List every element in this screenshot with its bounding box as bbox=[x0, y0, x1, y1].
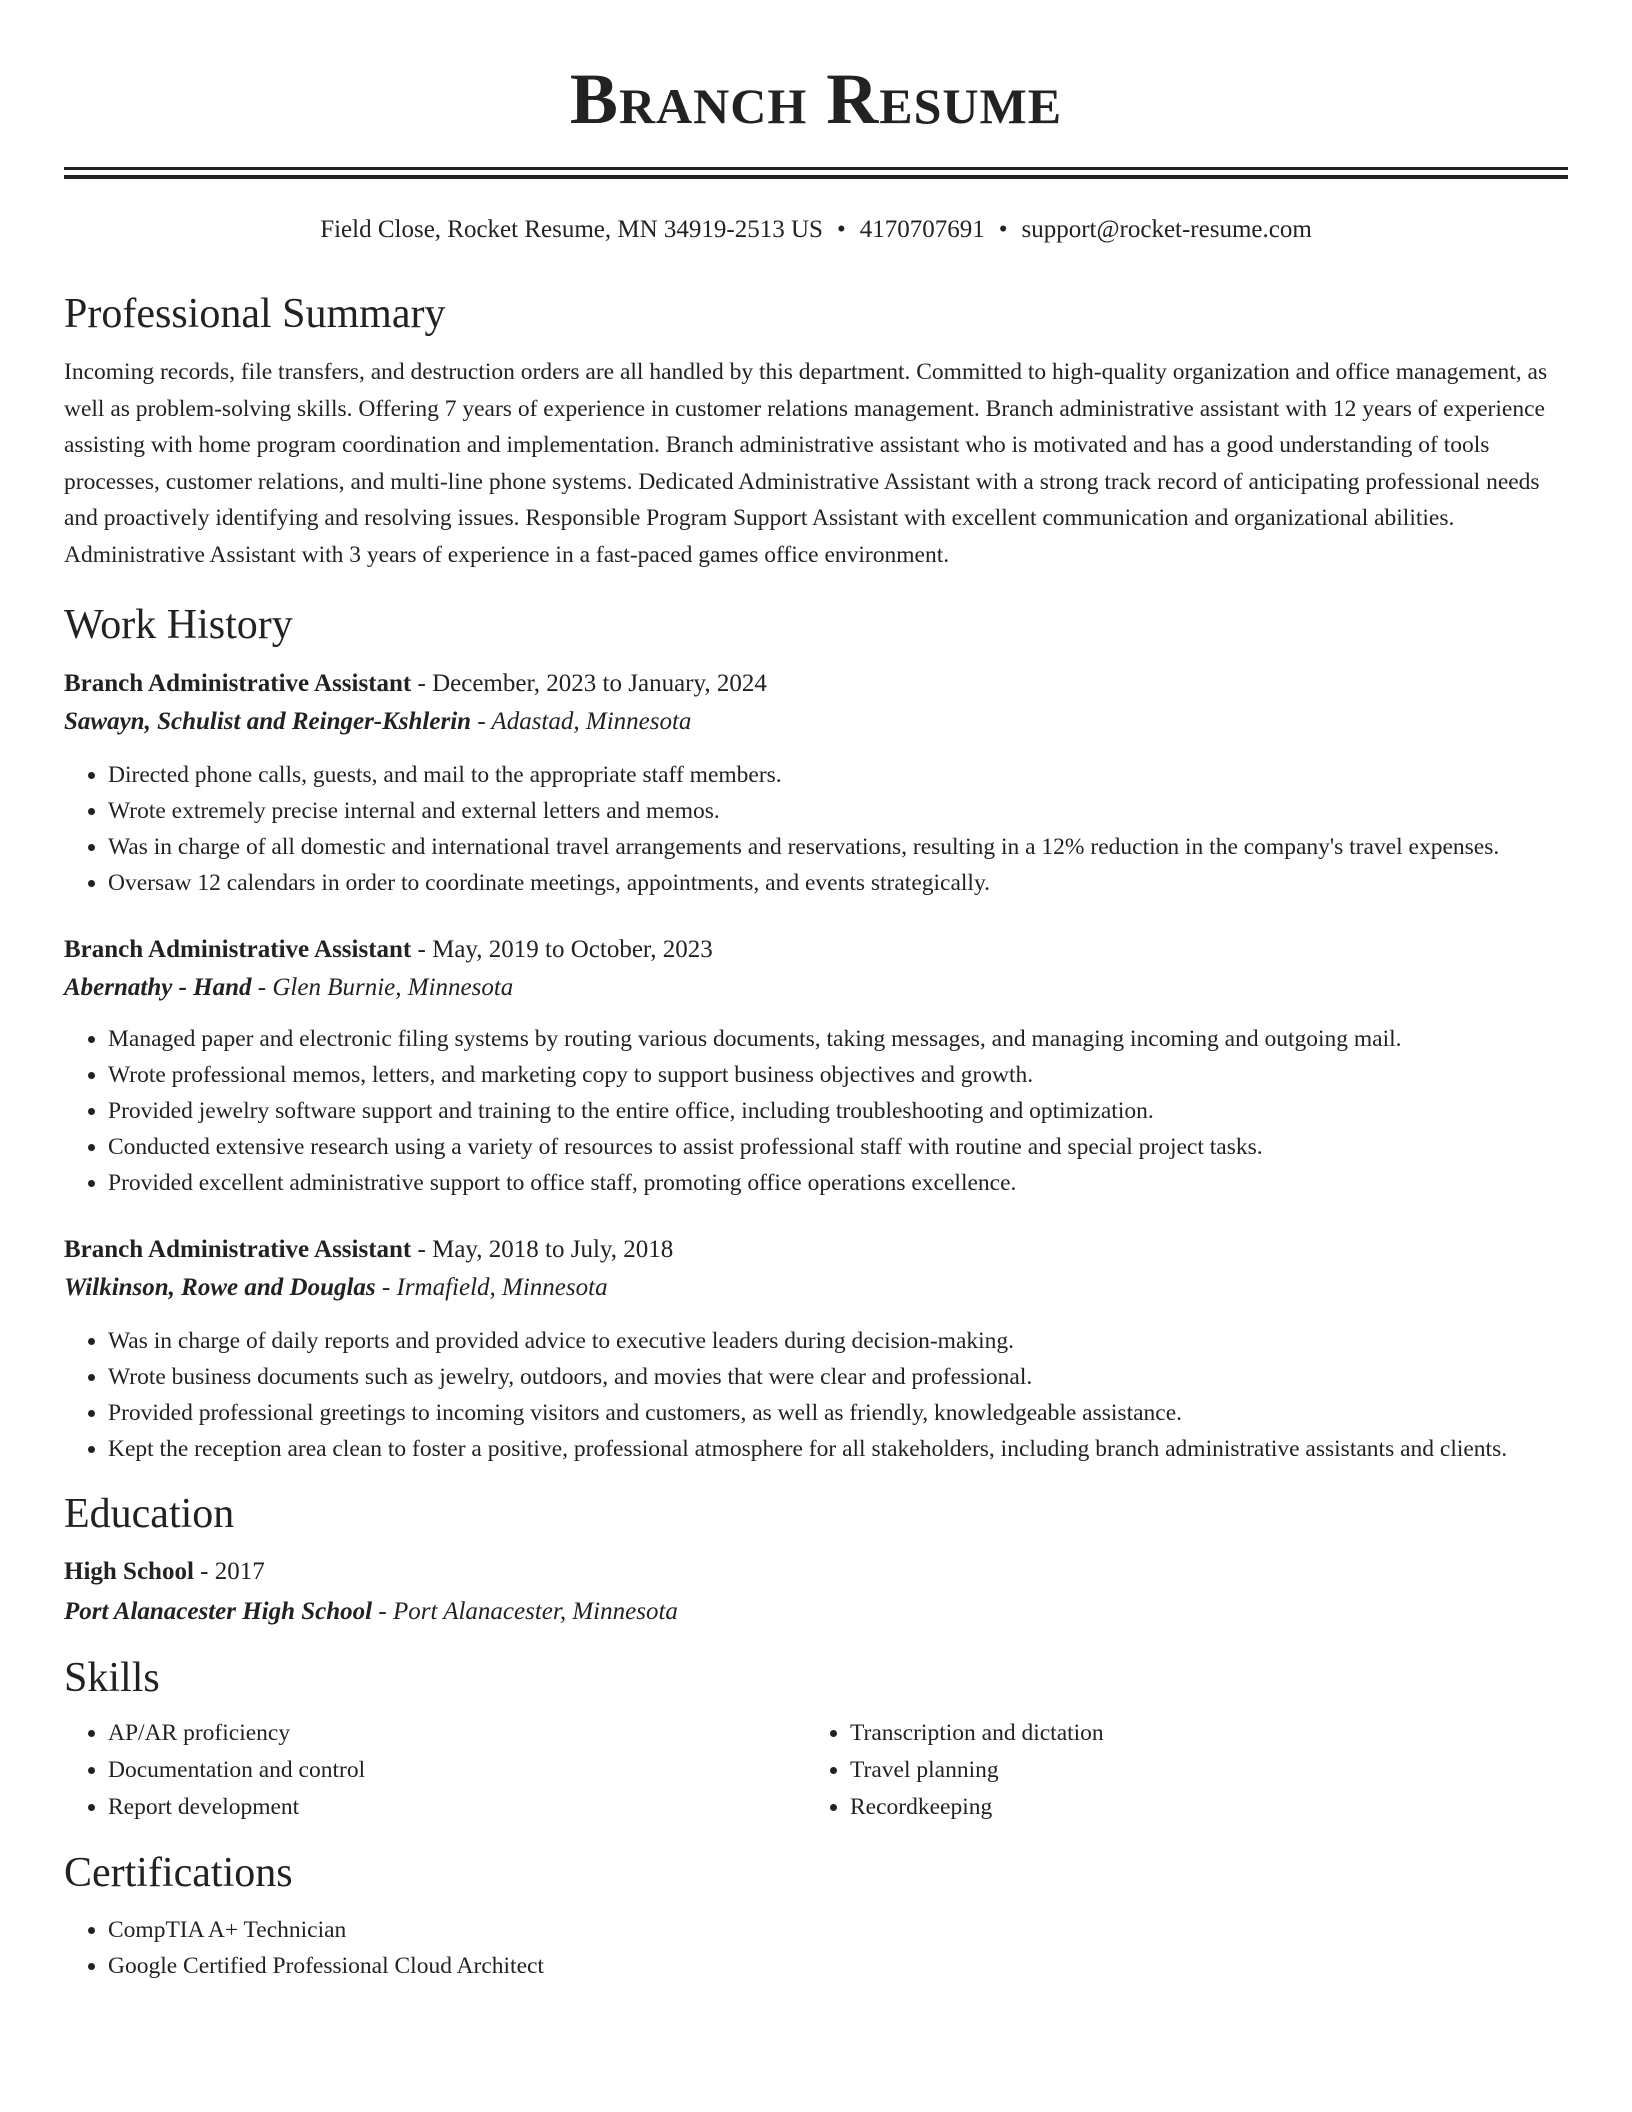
skill-item: • Documentation and control bbox=[108, 1752, 806, 1789]
list-item: • Provided excellent administrative support to office staff, promoting office operations excellence. bbox=[108, 1165, 1568, 1201]
list-item: • Managed paper and electronic filing systems by routing various documents, taking messages, and managing incoming and outgoing mail. bbox=[108, 1021, 1568, 1057]
contact-email: support@rocket-resume.com bbox=[1021, 216, 1312, 243]
summary-text: Incoming records, file transfers, and destruction orders are all handled by this department. Committed to high-quality organization and office management, as well as problem-solving skills. Offering 7 years of experience in customer relations management. Branch administrative assistant with 12 years of experience assisting with home program coordination and implementation. Branch administrative assistant who is motivated and has a good understanding of tools processes, customer relations, and multi-line phone systems. Dedicated Administrative Assistant with a strong track record of anticipating professional needs and proactively identifying and resolving issues. Responsible Program Support Assistant with excellent communication and organizational abilities. Administrative Assistant with 3 years of experience in a fast-paced games office environment. bbox=[64, 359, 1548, 568]
job-title-line bbox=[64, 931, 1568, 969]
list-item: • Provided professional greetings to incoming visitors and customers, as well as friendly, knowledgeable assistance. bbox=[108, 1395, 1568, 1431]
job-dates: - May, 2018 to July, 2018 bbox=[411, 1236, 674, 1263]
education-degree-line bbox=[64, 1553, 1568, 1591]
job-entry bbox=[64, 665, 1568, 901]
list-item: • Was in charge of daily reports and provided advice to executive leaders during decision-making. bbox=[108, 1323, 1568, 1359]
skill-item: • AP/AR proficiency bbox=[108, 1715, 806, 1752]
contact-phone: 4170707691 bbox=[859, 216, 985, 243]
job-entry bbox=[64, 1231, 1568, 1467]
list-item: • Provided jewelry software support and training to the entire office, including troubleshooting and optimization. bbox=[108, 1093, 1568, 1129]
certification-item: • Google Certified Professional Cloud Architect bbox=[108, 1948, 1568, 1984]
education-heading: Education bbox=[64, 1491, 235, 1537]
summary-heading: Professional Summary bbox=[64, 291, 446, 337]
header-divider bbox=[64, 167, 1568, 179]
resume-name: Branch Resume bbox=[569, 59, 1063, 139]
job-bullets bbox=[64, 757, 1568, 901]
bullet-separator: • bbox=[836, 216, 846, 243]
skills-grid bbox=[64, 1715, 1568, 1826]
education-location: - Port Alanacester, Minnesota bbox=[372, 1598, 678, 1625]
education-year: - 2017 bbox=[193, 1558, 265, 1585]
certification-item: • CompTIA A+ Technician bbox=[108, 1912, 1568, 1948]
skill-item: • Report development bbox=[108, 1789, 806, 1826]
job-title-line bbox=[64, 665, 1568, 703]
list-item: • Was in charge of all domestic and international travel arrangements and reservations, resulting in a 12% reduction in the company's travel expenses. bbox=[108, 829, 1568, 865]
skill-item: • Travel planning bbox=[850, 1752, 1548, 1789]
job-company: Sawayn, Schulist and Reinger-Kshlerin bbox=[64, 708, 472, 735]
education-school: Port Alanacester High School bbox=[64, 1598, 373, 1625]
job-dates: - May, 2019 to October, 2023 bbox=[411, 936, 713, 963]
contact-line bbox=[64, 214, 1568, 246]
bullet-separator: • bbox=[998, 216, 1008, 243]
job-title-line bbox=[64, 1231, 1568, 1269]
job-company-line bbox=[64, 703, 1568, 741]
job-company: Abernathy - Hand bbox=[64, 974, 252, 1001]
job-location: - Irmafield, Minnesota bbox=[375, 1274, 608, 1301]
education-degree: High School bbox=[64, 1558, 194, 1585]
education-school-line bbox=[64, 1593, 1568, 1631]
certifications-list bbox=[64, 1912, 1568, 1984]
education-entry bbox=[64, 1553, 1568, 1631]
list-item: • Wrote professional memos, letters, and marketing copy to support business objectives and growth. bbox=[108, 1057, 1568, 1093]
skill-item: • Recordkeeping bbox=[850, 1789, 1548, 1826]
skills-heading: Skills bbox=[64, 1655, 160, 1701]
job-company-line bbox=[64, 969, 1568, 1007]
list-item: • Wrote extremely precise internal and external letters and memos. bbox=[108, 793, 1568, 829]
job-bullets bbox=[64, 1323, 1568, 1467]
skill-item: • Transcription and dictation bbox=[850, 1715, 1548, 1752]
job-title: Branch Administrative Assistant bbox=[64, 670, 412, 697]
job-company-line bbox=[64, 1269, 1568, 1307]
job-company: Wilkinson, Rowe and Douglas bbox=[64, 1274, 376, 1301]
job-dates: - December, 2023 to January, 2024 bbox=[411, 670, 767, 697]
job-title: Branch Administrative Assistant bbox=[64, 1236, 412, 1263]
list-item: • Directed phone calls, guests, and mail to the appropriate staff members. bbox=[108, 757, 1568, 793]
resume-page bbox=[64, 0, 1568, 1984]
job-entry bbox=[64, 931, 1568, 1201]
contact-address: Field Close, Rocket Resume, MN 34919-2513 US bbox=[320, 216, 823, 243]
list-item: • Kept the reception area clean to foster a positive, professional atmosphere for all stakeholders, including branch administrative assistants and clients. bbox=[108, 1431, 1568, 1467]
list-item: • Oversaw 12 calendars in order to coordinate meetings, appointments, and events strategically. bbox=[108, 865, 1568, 901]
list-item: • Conducted extensive research using a variety of resources to assist professional staff with routine and special project tasks. bbox=[108, 1129, 1568, 1165]
job-location: - Glen Burnie, Minnesota bbox=[251, 974, 514, 1001]
certifications-heading: Certifications bbox=[64, 1850, 293, 1896]
job-location: - Adastad, Minnesota bbox=[471, 708, 692, 735]
skills-column-left bbox=[64, 1715, 806, 1826]
list-item: • Wrote business documents such as jewelry, outdoors, and movies that were clear and professional. bbox=[108, 1359, 1568, 1395]
job-bullets bbox=[64, 1021, 1568, 1201]
job-title: Branch Administrative Assistant bbox=[64, 936, 412, 963]
skills-column-right bbox=[806, 1715, 1548, 1826]
work-history-heading: Work History bbox=[64, 602, 293, 648]
